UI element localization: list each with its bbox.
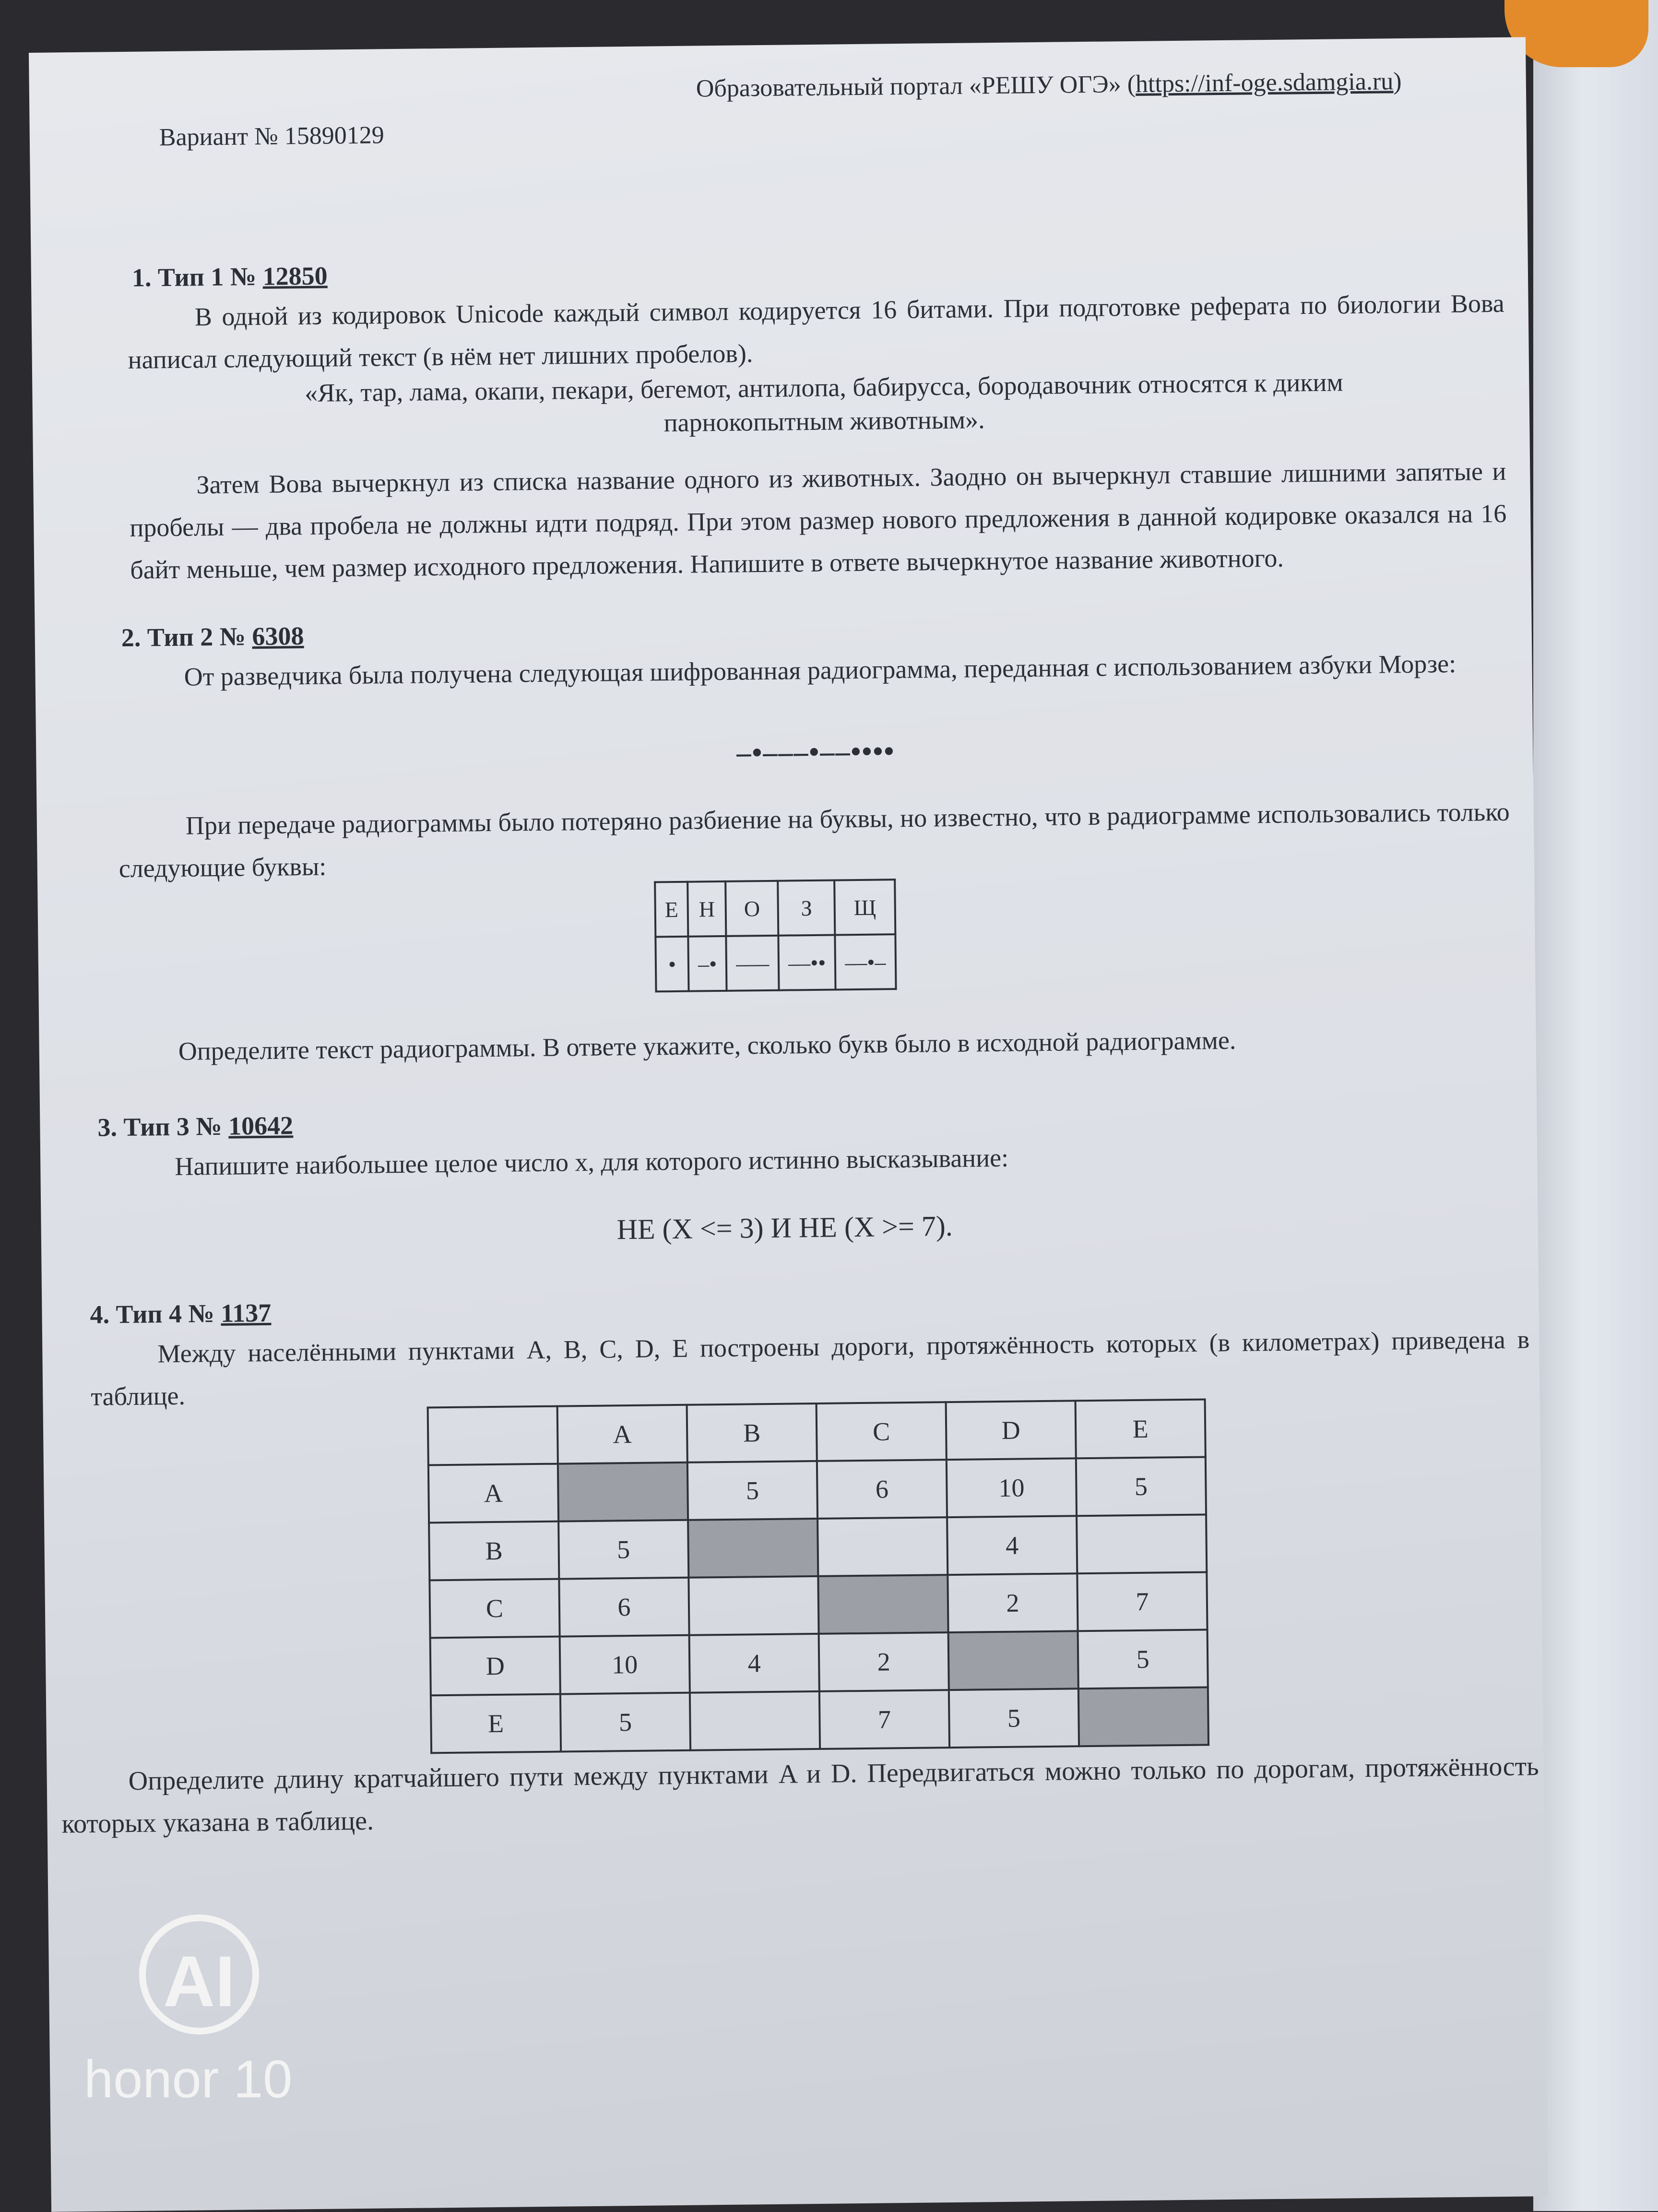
camera-watermark-logo: AI [139,1915,259,2034]
table-cell [688,1576,818,1635]
table-cell: 5 [687,1461,817,1520]
table-cell: 6 [559,1578,689,1637]
task3-title [97,1110,293,1142]
morse-letter: З [778,880,835,936]
table-cell: 5 [1076,1457,1206,1516]
task1-quote-line2: парнокопытным животным». [663,405,985,438]
morse-code: • [655,937,688,992]
task1-body: Затем Вова вычеркнул из списка название одного из животных. Заодно он вычеркнул ставшие лишними запятые и пробелы — два пробела не должны идти подряд. При этом размер нового предложения в данной кодировке оказался на 16 байт меньше, чем размер исходного предложения. Напишите в ответе вычеркнутое название животного. [130,456,1507,584]
task2-title [121,621,304,653]
morse-code: ––•• [779,935,836,990]
task4-question: Определите длину кратчайшего пути между пунктами A и D. Передвигаться можно только по дорогам, протяжённость которых указана в таблице. [61,1751,1539,1839]
task3-expression: НЕ (X <= 3) И НЕ (X >= 7). [616,1210,953,1246]
row-label: E [431,1694,561,1753]
table-row [431,1687,1208,1753]
table-cell: 4 [689,1634,819,1693]
task1-title-prefix: 1. Тип 1 № [131,262,263,292]
morse-message: –•–––•––•••• [736,735,895,769]
variant-label: Вариант № 15890129 [159,121,384,152]
task2-body: При передаче радиограммы было потеряно разбиение на буквы, но известно, что в радиограмме использовались только следующие буквы: [118,797,1510,883]
morse-letter: О [725,881,778,936]
task3-number-link[interactable]: 10642 [228,1111,294,1141]
table-row [429,1572,1207,1638]
table-row [429,1514,1207,1580]
table-row [430,1629,1208,1695]
morse-code: ––– [726,936,779,991]
table-cell [817,1517,947,1576]
table-cell [818,1575,948,1634]
task1-quote-line1: «Як, тар, лама, окапи, пекари, бегемот, антилопа, бабирусса, бородавочник относятся к диким [304,368,1343,408]
morse-code: –• [688,936,726,991]
table-cell [688,1519,818,1578]
background-object [1504,0,1648,67]
row-label: D [430,1637,560,1696]
background-right [1533,0,1658,2211]
portal-name: Образовательный портал «РЕШУ ОГЭ» ( [696,70,1136,103]
table-header-cell [428,1406,558,1465]
task1-title [132,261,328,293]
camera-watermark-text: honor 10 [84,2050,293,2109]
table-cell: 5 [558,1520,688,1579]
table-header-cell: A [557,1405,687,1464]
row-label: A [428,1464,558,1523]
table-row [428,1457,1206,1522]
task1-number-link[interactable]: 12850 [262,261,328,291]
task1-intro: В одной из кодировок Unicode каждый символ кодируется 16 битами. При подготовке реферата по биологии Вова написал следующий текст (в нём нет лишних пробелов). [128,288,1504,374]
morse-table [654,879,897,992]
task3-text: Напишите наибольшее целое число x, для которого истинно высказывание: [175,1143,1009,1181]
table-header-cell: C [817,1402,947,1461]
task4-title [90,1298,271,1330]
table-cell: 2 [947,1573,1078,1632]
table-header-cell: D [946,1401,1076,1460]
table-header-row [428,1399,1206,1465]
table-cell [558,1463,688,1522]
portal-link[interactable]: https://inf-oge.sdamgia.ru [1135,68,1394,98]
table-cell: 5 [949,1689,1079,1748]
roads-table [427,1398,1209,1754]
table-cell [690,1691,820,1750]
task4-intro: Между населёнными пунктами A, B, C, D, E построены дороги, протяжённость которых (в километрах) приведена в таблице. [91,1325,1530,1411]
task2-number-link[interactable]: 6308 [252,621,304,651]
table-cell: 2 [819,1632,949,1691]
portal-header [696,67,1402,103]
table-cell: 6 [817,1460,947,1519]
morse-letter: Н [687,881,726,937]
table-header-cell: E [1076,1399,1206,1458]
task3-title-prefix: 3. Тип 3 № [97,1111,229,1142]
morse-letters-row [655,880,895,937]
table-cell: 10 [560,1635,690,1694]
task2-title-prefix: 2. Тип 2 № [121,622,252,653]
morse-letter: Щ [835,880,895,935]
table-cell: 5 [560,1693,690,1752]
document-page [29,37,1548,2212]
task4-number-link[interactable]: 1137 [220,1298,272,1328]
table-cell: 4 [947,1516,1077,1575]
task2-question: Определите текст радиограммы. В ответе укажите, сколько букв было в исходной радиограмме. [178,1025,1236,1066]
task4-title-prefix: 4. Тип 4 № [90,1298,221,1329]
table-cell [1077,1514,1207,1573]
table-header-cell: B [687,1403,817,1463]
table-cell [948,1631,1078,1690]
table-cell: 7 [1077,1572,1207,1631]
table-cell: 5 [1078,1629,1208,1689]
morse-code: ––•– [835,934,896,989]
table-cell: 7 [819,1690,949,1749]
portal-suffix: ) [1393,68,1402,95]
row-label: B [429,1522,559,1581]
task2-intro: От разведчика была получена следующая шифрованная радиограмма, переданная с использованием азбуки Морзе: [184,649,1457,691]
row-label: C [429,1579,559,1638]
morse-codes-row [655,934,896,991]
morse-letter: Е [655,882,688,937]
table-cell: 10 [947,1458,1077,1517]
table-cell [1078,1687,1208,1746]
